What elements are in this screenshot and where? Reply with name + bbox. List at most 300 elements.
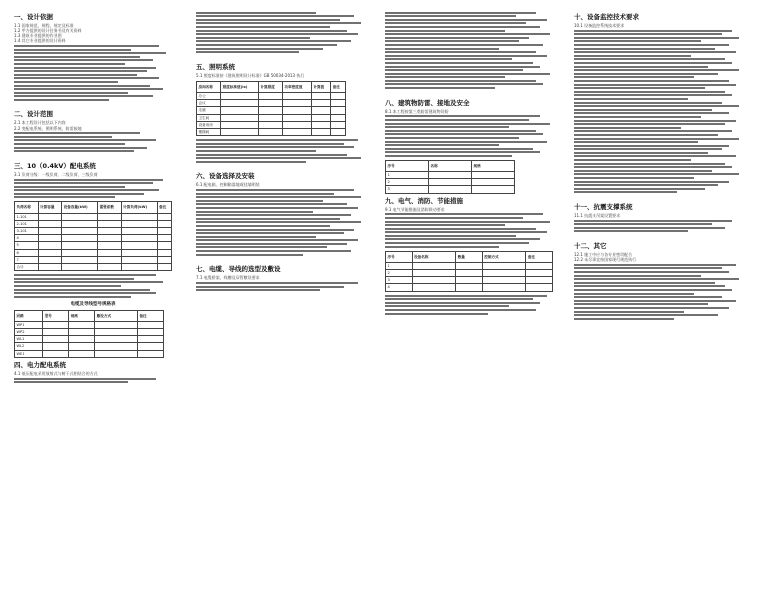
table-caption: 电缆及导线型号规格表 <box>70 301 116 307</box>
table-cell <box>62 256 98 263</box>
table-cell <box>482 270 526 277</box>
text-line <box>574 227 725 229</box>
table-cell: 序号 <box>386 160 429 171</box>
text-line <box>196 40 351 42</box>
text-line <box>14 281 163 283</box>
text-line <box>574 166 732 168</box>
text-line <box>574 311 684 313</box>
text-line <box>196 246 327 248</box>
table-row <box>197 128 346 135</box>
text-line <box>196 33 358 35</box>
table-cell: 办公 <box>197 93 221 100</box>
text-line <box>574 69 739 71</box>
note-line: 4.1 低压配电采用放射式与树干式相结合的方式 <box>14 370 98 376</box>
text-line <box>574 40 701 42</box>
text-line <box>574 278 739 280</box>
table-cell <box>412 284 456 291</box>
text-line <box>14 49 131 51</box>
text-line <box>385 309 536 311</box>
table-cell: 设备名称 <box>412 251 456 262</box>
table-cell <box>456 277 483 284</box>
notes-column-4 <box>574 10 746 321</box>
text-line <box>385 228 536 230</box>
note-line: 1.1 国家规范、规程、规定及标准 <box>14 23 74 28</box>
text-line <box>574 282 715 284</box>
table-row <box>386 251 553 262</box>
text-line <box>385 37 529 39</box>
text-line <box>14 186 125 188</box>
text-line <box>385 246 499 248</box>
table-cell: WL2 <box>15 343 43 350</box>
text-line <box>385 235 516 237</box>
table-row <box>386 160 515 171</box>
table-cell: 数量 <box>456 251 483 262</box>
table-cell: 计算照度 <box>258 81 282 92</box>
table-cell <box>62 263 98 270</box>
text-line <box>574 267 722 269</box>
text-line <box>574 44 729 46</box>
text-line <box>385 87 495 89</box>
table-cell <box>258 114 282 121</box>
table-row <box>197 107 346 114</box>
text-line <box>196 19 340 21</box>
text-line <box>196 150 316 152</box>
text-line <box>196 193 334 195</box>
table-cell <box>283 107 312 114</box>
text-line <box>574 264 736 266</box>
text-line <box>574 155 736 157</box>
text-line <box>574 184 718 186</box>
text-line <box>574 148 722 150</box>
text-line <box>196 250 351 252</box>
text-line <box>14 59 153 61</box>
text-line <box>574 170 712 172</box>
text-line <box>574 230 688 232</box>
text-line <box>196 229 354 231</box>
text-line <box>574 87 705 89</box>
table-cell <box>62 220 98 227</box>
table-cell <box>331 107 346 114</box>
text-line <box>14 274 156 276</box>
text-line <box>14 85 150 87</box>
section-title: 七、电缆、导线的选型及敷设 <box>196 265 281 274</box>
text-line <box>574 303 708 305</box>
table-row <box>15 336 164 343</box>
text-line <box>385 298 533 300</box>
text-line <box>385 313 488 315</box>
table-cell: 序号 <box>386 251 413 262</box>
text-line <box>196 196 361 198</box>
table-cell <box>482 262 526 269</box>
table-row <box>15 321 164 328</box>
text-line <box>14 193 144 195</box>
table-cell <box>95 329 138 336</box>
section-title: 三、10（0.4kV）配电系统 <box>14 161 96 170</box>
text-line <box>574 293 694 295</box>
table-cell <box>472 186 515 193</box>
text-line <box>574 102 722 104</box>
table-cell <box>221 93 259 100</box>
text-line <box>574 130 732 132</box>
note-line: 10.1 设备监控系统技术要求 <box>574 23 625 28</box>
table-cell <box>121 263 157 270</box>
text-line <box>574 318 674 320</box>
text-line <box>574 76 694 78</box>
table-row <box>15 228 172 235</box>
text-line <box>385 66 540 68</box>
text-line <box>574 80 729 82</box>
table-cell <box>121 220 157 227</box>
table-cell: 计算负荷(kW) <box>121 202 157 213</box>
table-cell <box>283 121 312 128</box>
table-cell <box>62 249 98 256</box>
table-row <box>15 263 172 270</box>
text-line <box>385 62 533 64</box>
table-cell <box>157 235 171 242</box>
table-cell <box>98 263 122 270</box>
table-cell <box>311 107 330 114</box>
text-line <box>385 238 540 240</box>
text-line <box>14 88 163 90</box>
table-cell <box>221 114 259 121</box>
text-line <box>196 146 354 148</box>
text-line <box>196 139 358 141</box>
table-cell: 1 <box>386 262 413 269</box>
fire-equipment-table <box>385 251 553 292</box>
table-row <box>15 310 164 321</box>
text-line <box>196 289 320 291</box>
text-line <box>14 289 150 291</box>
section-title: 五、照明系统 <box>196 62 235 71</box>
text-line <box>385 26 540 28</box>
table-cell <box>95 336 138 343</box>
table-cell: 3 <box>386 186 429 193</box>
text-line <box>574 48 715 50</box>
note-line: 1.3 建筑专业提供的作业图 <box>14 33 62 39</box>
text-line <box>14 99 109 101</box>
table-cell <box>121 228 157 235</box>
note-line: 7.1 电缆桥架、线槽及穿管敷设要求 <box>196 275 260 281</box>
table-cell: 设备容量(kW) <box>62 202 98 213</box>
text-line <box>196 286 344 288</box>
table-cell: 楼梯间 <box>197 128 221 135</box>
table-cell <box>69 350 95 357</box>
text-line <box>385 231 547 233</box>
table-cell: 备注 <box>526 251 553 262</box>
table-cell <box>331 114 346 121</box>
table-cell <box>258 93 282 100</box>
text-line <box>385 48 499 50</box>
text-line <box>574 285 725 287</box>
table-cell: WL1 <box>15 336 43 343</box>
table-cell <box>69 343 95 350</box>
table-cell <box>137 336 163 343</box>
table-cell <box>157 220 171 227</box>
note-line: 6.1 配电箱、控制箱落地或挂墙明装 <box>196 182 260 188</box>
table-cell <box>137 350 163 357</box>
table-row <box>197 100 346 107</box>
text-line <box>385 123 550 125</box>
text-line <box>574 314 718 316</box>
text-line <box>14 296 131 298</box>
table-cell <box>283 128 312 135</box>
table-row <box>386 277 553 284</box>
table-cell: 4 <box>15 235 39 242</box>
text-line <box>14 95 153 97</box>
table-row <box>15 242 172 249</box>
table-cell <box>456 270 483 277</box>
text-line <box>14 292 156 294</box>
table-cell <box>62 242 98 249</box>
text-line <box>385 22 526 24</box>
text-line <box>196 243 347 245</box>
text-line <box>574 163 725 165</box>
note-line: 12.2 未尽事宜按国家现行规范执行 <box>574 257 637 263</box>
table-cell: 合计 <box>15 263 39 270</box>
text-line <box>574 116 701 118</box>
text-line <box>14 56 140 58</box>
text-line <box>574 98 688 100</box>
text-line <box>196 232 344 234</box>
table-cell <box>38 235 62 242</box>
text-line <box>574 223 712 225</box>
text-line <box>14 52 166 54</box>
table-cell <box>62 213 98 220</box>
text-line <box>196 44 337 46</box>
table-cell <box>526 277 553 284</box>
note-line: 1.2 甲方提供的设计任务书及有关资料 <box>14 28 82 34</box>
table-row <box>15 249 172 256</box>
table-row <box>15 213 172 220</box>
text-line <box>574 120 736 122</box>
text-line <box>14 136 112 138</box>
table-cell <box>98 228 122 235</box>
table-cell: 会议 <box>197 100 221 107</box>
text-line <box>574 289 732 291</box>
text-line <box>14 45 159 47</box>
table-cell <box>526 262 553 269</box>
notes-column-3 <box>385 10 557 316</box>
text-line <box>196 214 351 216</box>
text-line <box>196 22 361 24</box>
table-cell <box>38 228 62 235</box>
table-cell <box>38 256 62 263</box>
text-line <box>385 137 519 139</box>
text-line <box>385 12 536 14</box>
text-line <box>574 94 732 96</box>
table-cell <box>38 249 62 256</box>
table-cell: 规格 <box>69 310 95 321</box>
text-line <box>14 381 128 383</box>
text-line <box>14 67 156 69</box>
text-line <box>574 141 698 143</box>
text-line <box>385 58 512 60</box>
text-line <box>385 73 550 75</box>
table-row <box>386 270 553 277</box>
table-cell <box>43 321 69 328</box>
text-line <box>574 66 708 68</box>
text-line <box>385 213 543 215</box>
text-line <box>385 302 540 304</box>
text-line <box>196 221 361 223</box>
table-cell <box>412 277 456 284</box>
table-cell: WP1 <box>15 321 43 328</box>
table-cell: 1-101 <box>15 213 39 220</box>
text-line <box>574 134 718 136</box>
text-line <box>574 188 705 190</box>
text-line <box>574 30 732 32</box>
text-line <box>574 152 708 154</box>
table-cell: 2 <box>386 179 429 186</box>
note-line: 3.1 负荷分级：一级负荷、二级负荷、三级负荷 <box>14 171 98 177</box>
table-cell <box>311 93 330 100</box>
text-line <box>14 182 153 184</box>
text-line <box>574 138 739 140</box>
table-cell <box>157 263 171 270</box>
earthing-table <box>385 160 515 194</box>
table-cell <box>258 121 282 128</box>
note-line: 5.1 照度标准按《建筑照明设计标准》GB 50034-2013 执行 <box>196 72 305 78</box>
note-line: 9.1 电气节能措施及消防联动要求 <box>385 206 445 212</box>
table-cell: 1 <box>386 172 429 179</box>
table-cell: 2 <box>386 270 413 277</box>
text-line <box>196 200 323 202</box>
text-line <box>574 112 729 114</box>
notes-column-1 <box>14 10 172 385</box>
text-line <box>385 305 509 307</box>
text-line <box>196 12 316 14</box>
text-line <box>14 70 147 72</box>
table-cell <box>456 284 483 291</box>
table-cell: 敷设方式 <box>95 310 138 321</box>
text-line <box>574 127 681 129</box>
text-line <box>385 51 536 53</box>
table-cell: 备注 <box>331 81 346 92</box>
table-cell <box>221 100 259 107</box>
text-line <box>385 217 523 219</box>
text-line <box>574 181 729 183</box>
table-cell <box>95 321 138 328</box>
text-line <box>574 275 701 277</box>
text-line <box>574 191 677 193</box>
table-cell <box>283 93 312 100</box>
table-cell: 型号 <box>43 310 69 321</box>
note-line: 1.4 其它专业提供的设计资料 <box>14 38 66 44</box>
text-line <box>385 30 505 32</box>
text-line <box>385 76 505 78</box>
table-row <box>197 114 346 121</box>
text-line <box>196 189 354 191</box>
note-line: 2.1 本工程设计包括以下内容 <box>14 120 66 126</box>
table-cell: 规格 <box>472 160 515 171</box>
table-cell <box>62 235 98 242</box>
table-cell <box>137 343 163 350</box>
table-cell <box>95 343 138 350</box>
text-line <box>574 296 722 298</box>
table-cell: 走廊 <box>197 107 221 114</box>
table-cell <box>137 329 163 336</box>
text-line <box>14 378 156 380</box>
text-line <box>574 173 739 175</box>
table-cell <box>221 128 259 135</box>
text-line <box>385 295 547 297</box>
text-line <box>385 33 550 35</box>
text-line <box>196 37 310 39</box>
cable-table <box>14 310 164 358</box>
table-cell <box>98 220 122 227</box>
text-line <box>196 154 347 156</box>
load-table <box>14 201 172 271</box>
text-line <box>574 91 725 93</box>
text-line <box>385 221 550 223</box>
table-row <box>197 93 346 100</box>
section-title: 十二、其它 <box>574 242 607 251</box>
table-cell <box>311 121 330 128</box>
table-cell <box>38 213 62 220</box>
table-cell: 5 <box>15 242 39 249</box>
note-line: 2.2 变配电系统、照明系统、防雷接地 <box>14 125 82 131</box>
text-line <box>14 196 115 198</box>
text-line <box>14 179 163 181</box>
text-line <box>574 145 729 147</box>
text-line <box>196 225 330 227</box>
table-cell: 7 <box>15 256 39 263</box>
text-line <box>196 30 347 32</box>
table-cell: 2-101 <box>15 220 39 227</box>
table-cell <box>98 249 122 256</box>
text-line <box>196 51 299 53</box>
lighting-table <box>196 81 346 136</box>
table-row <box>386 262 553 269</box>
note-line: 12.1 施工中应与各专业密切配合 <box>574 252 633 258</box>
text-line <box>196 26 330 28</box>
table-cell <box>526 284 553 291</box>
section-title: 一、设计依据 <box>14 13 53 21</box>
table-row <box>15 343 164 350</box>
table-cell <box>38 263 62 270</box>
table-cell <box>311 128 330 135</box>
table-cell <box>62 228 98 235</box>
table-cell <box>429 172 472 179</box>
table-cell: WE1 <box>15 350 43 357</box>
table-cell: 计算容量 <box>38 202 62 213</box>
table-cell <box>429 186 472 193</box>
text-line <box>196 207 358 209</box>
table-row <box>197 81 346 92</box>
text-line <box>574 177 694 179</box>
table-row <box>15 202 172 213</box>
table-cell <box>221 121 259 128</box>
text-line <box>14 132 140 134</box>
table-cell <box>482 284 526 291</box>
text-line <box>385 55 547 57</box>
text-line <box>385 130 536 132</box>
table-cell <box>331 93 346 100</box>
text-line <box>574 33 722 35</box>
text-line <box>574 300 736 302</box>
text-line <box>574 271 729 273</box>
table-cell <box>157 242 171 249</box>
section-title: 十一、抗震支撑系统 <box>574 203 633 211</box>
text-line <box>14 147 147 149</box>
text-line <box>385 83 543 85</box>
table-cell <box>258 107 282 114</box>
table-cell <box>121 256 157 263</box>
text-line <box>196 218 340 220</box>
table-cell: 名称 <box>429 160 472 171</box>
text-line <box>196 15 354 17</box>
table-row <box>386 179 515 186</box>
